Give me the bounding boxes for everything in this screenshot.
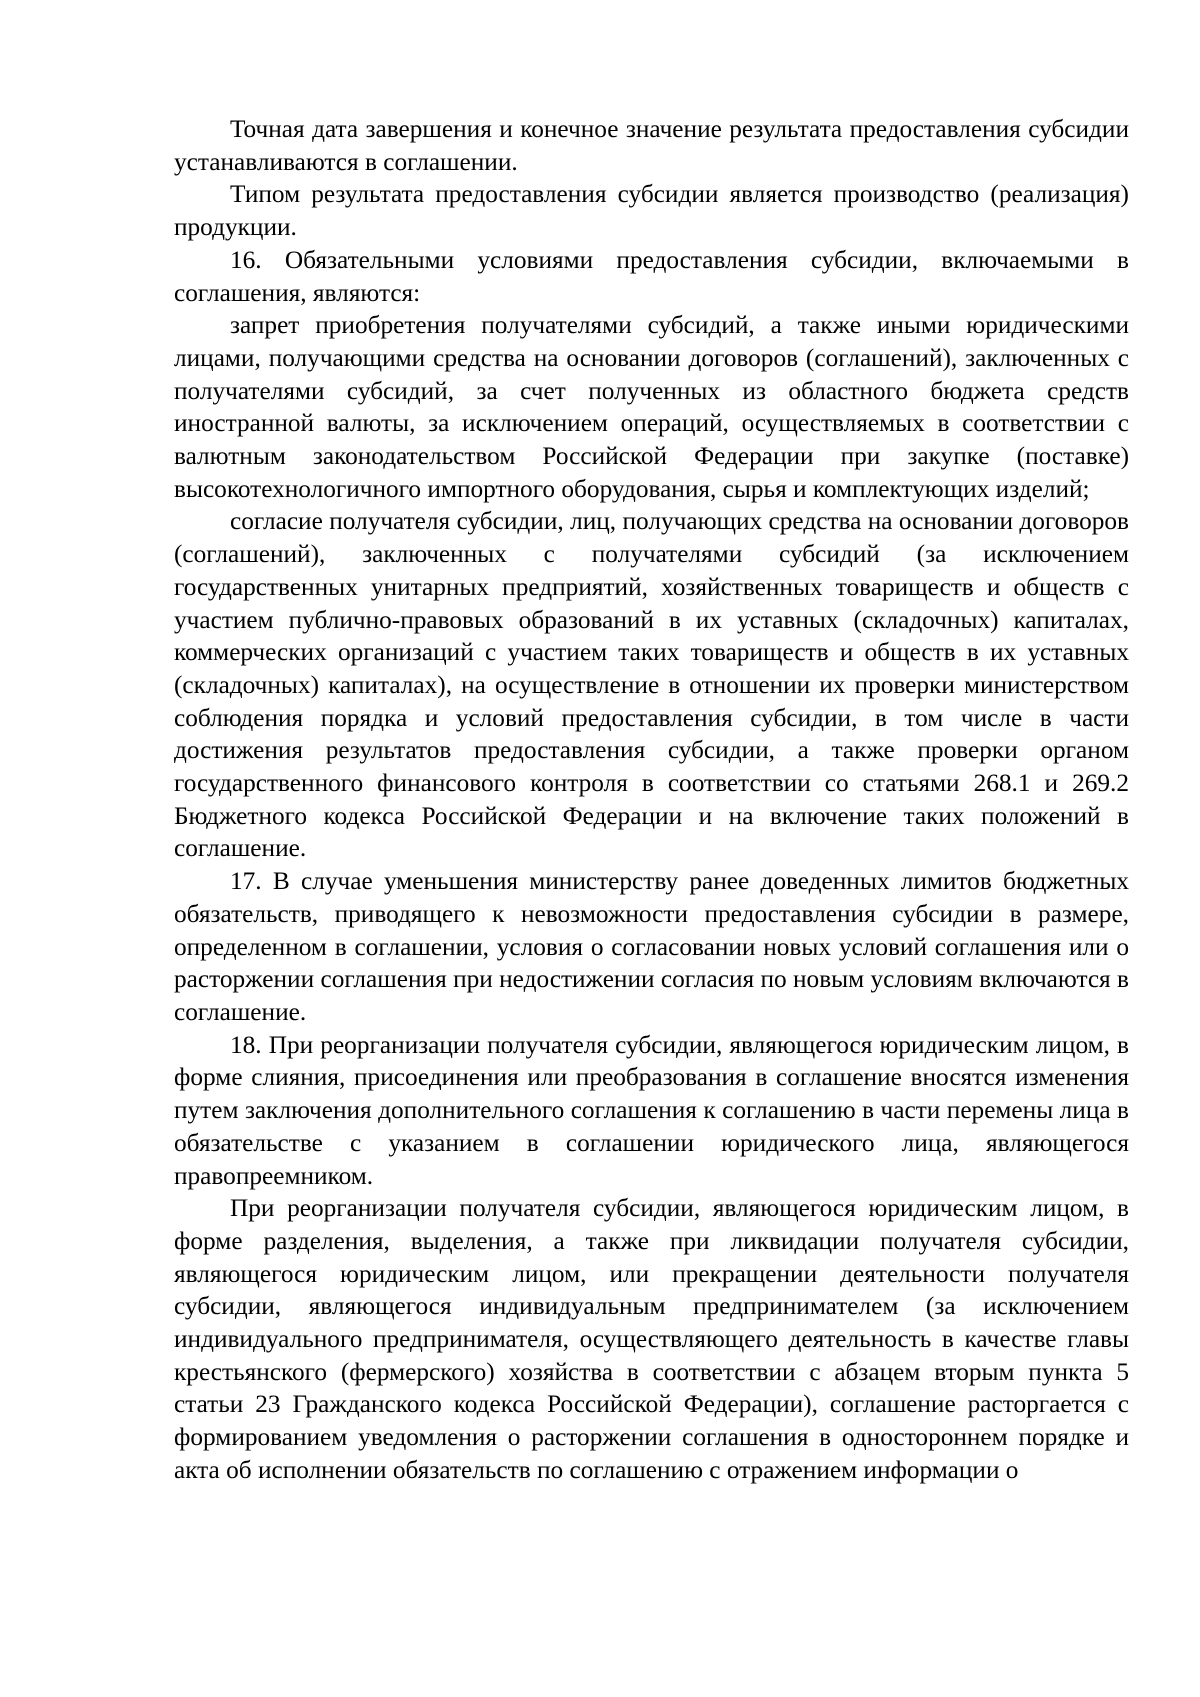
paragraph-currency-ban: запрет приобретения получателями субсидий, а также иными юридическими лицами, получающими средства на основании договоров (соглашений), заключенных с получателями субсидий, за счет полученных из областного бюджета средств иностранной валюты, за исключением операций, осуществляемых в соответствии с валютным законодательством Российской Федерации при закупке (поставке) высокотехнологичного импортного оборудования, сырья и комплектующих изделий; bbox=[174, 311, 1129, 503]
paragraph-item-16: 16. Обязательными условиями предоставления субсидии, включаемыми в соглашения, являются: bbox=[174, 245, 1129, 307]
paragraph-item-18: 18. При реорганизации получателя субсидии, являющегося юридическим лицом, в форме слияния, присоединения или преобразования в соглашение вносятся изменения путем заключения дополнительного соглашения к соглашению в части перемены лица в обязательстве с указанием в соглашении юридического лица, являющегося правопреемником. bbox=[174, 1030, 1129, 1190]
paragraph-result-date: Точная дата завершения и конечное значение результата предоставления субсидии устанавливаются в соглашении. bbox=[174, 115, 1129, 176]
paragraph-reorganization: При реорганизации получателя субсидии, являющегося юридическим лицом, в форме разделения, выделения, а также при ликвидации получателя субсидии, являющегося юридическим лицом, или прекращении деятельности получателя субсидии, являющегося индивидуальным предпринимателем (за исключением индивидуального предпринимателя, осуществляющего деятельность в качестве главы крестьянского (фермерского) хозяйства в соответствии с абзацем вторым пункта 5 статьи 23 Гражданского кодекса Российской Федерации), соглашение расторгается с формированием уведомления о расторжении соглашения в одностороннем порядке и акта об исполнении обязательств по соглашению с отражением информации о bbox=[174, 1194, 1129, 1484]
paragraph-inspection-consent: согласие получателя субсидии, лиц, получающих средства на основании договоров (соглашений), заключенных с получателями субсидий (за исключением государственных унитарных предприятий, хозяйственных товариществ и обществ с участием публично-правовых образований в их уставных (складочных) капиталах, коммерческих организаций с участием таких товариществ и обществ в их уставных (складочных) капиталах), на осуществление в отношении их проверки министерством соблюдения порядка и условий предоставления субсидии, в том числе в части достижения результатов предоставления субсидии, а также проверки органом государственного финансового контроля в соответствии со статьями 268.1 и 269.2 Бюджетного кодекса Российской Федерации и на включение таких положений в соглашение. bbox=[174, 507, 1129, 863]
paragraph-item-17: 17. В случае уменьшения министерству ранее доведенных лимитов бюджетных обязательств, приводящего к невозможности предоставления субсидии в размере, определенном в соглашении, условия о согласовании новых условий соглашения или о расторжении соглашения при недостижении согласия по новым условиям включаются в соглашение. bbox=[174, 867, 1129, 1026]
document-page bbox=[174, 113, 1129, 1487]
paragraph-result-type: Типом результата предоставления субсидии является производство (реализация) продукции. bbox=[174, 180, 1129, 242]
